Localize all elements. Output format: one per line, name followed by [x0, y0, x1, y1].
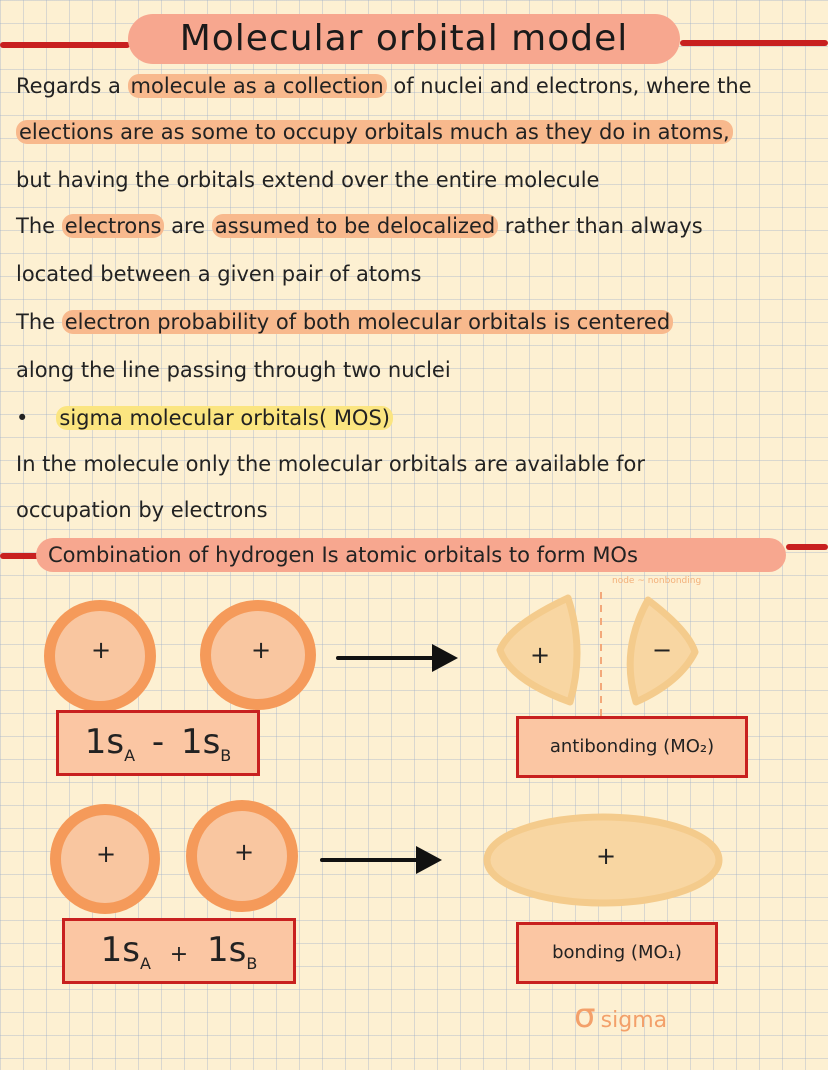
para2-line2: located between a given pair of atoms: [16, 262, 422, 286]
subtitle-rule-right: [786, 544, 828, 550]
arrow-row2: [320, 842, 444, 878]
para1-line1-text-b: of nuclei and electrons, where the: [386, 74, 752, 98]
subtitle-rule-left: [0, 553, 40, 559]
para1-line3: but having the orbitals extend over the entire molecule: [16, 168, 600, 192]
para2-line1-text-c: rather than always: [498, 214, 703, 238]
label-1s: 1s: [84, 722, 125, 762]
plus-sign: +: [251, 636, 272, 664]
bonding-label: bonding (MO₁): [516, 922, 718, 984]
minus-operator: -: [151, 722, 165, 762]
subscript-a: A: [140, 953, 151, 973]
sigma-label: sigma: [600, 1008, 668, 1033]
sigma-icon: σ: [574, 996, 596, 1036]
subscript-b: B: [246, 953, 258, 973]
node-annotation: node ~ nonbonding: [612, 576, 702, 586]
plus-operator: +: [169, 942, 189, 967]
bullet-item: [16, 404, 393, 432]
para2-line1: [16, 212, 703, 240]
para4-line1: In the molecule only the molecular orbitals are available for: [16, 452, 645, 476]
label-1s: 1s: [180, 722, 221, 762]
para3-line1: [16, 308, 673, 336]
highlight-delocalized: assumed to be delocalized: [212, 214, 498, 238]
highlight-sigma-mos: sigma molecular orbitals( MOS): [56, 406, 393, 430]
label-1s: 1s: [207, 930, 247, 970]
arrow-row1: [336, 640, 460, 676]
antibonding-label: antibonding (MO₂): [516, 716, 748, 778]
para2-line1-text-b: are: [164, 214, 212, 238]
bullet-dot: •: [16, 406, 29, 430]
label-1sa-plus-1sb: [62, 918, 296, 984]
para3-line1-text-a: The: [16, 310, 62, 334]
title-rule-right: [680, 40, 828, 46]
para1-line1: [16, 72, 752, 100]
plus-sign: +: [530, 641, 551, 669]
antibonding-lobes: [490, 590, 720, 720]
para1-line1-text-a: Regards a: [16, 74, 128, 98]
plus-sign: +: [91, 636, 112, 664]
subscript-a: A: [124, 745, 136, 765]
plus-sign: +: [234, 838, 255, 866]
plus-sign: +: [596, 842, 617, 870]
highlight-electron-probability: electron probability of both molecular orbitals is centered: [62, 310, 673, 334]
section-subtitle: Combination of hydrogen Is atomic orbitals to form MOs: [36, 538, 786, 572]
sigma-note: [574, 996, 667, 1036]
title-rule-left: [0, 42, 130, 48]
page-title: Molecular orbital model: [128, 14, 680, 64]
highlight-molecule-collection: molecule as a collection: [128, 74, 387, 98]
para2-line1-text-a: The: [16, 214, 62, 238]
highlight-occupy-orbitals: elections are as some to occupy orbitals much as they do in atoms,: [16, 120, 733, 144]
para1-line2: [16, 118, 733, 146]
subscript-b: B: [220, 745, 232, 765]
para4-line2: occupation by electrons: [16, 498, 268, 522]
label-1sa-minus-1sb: [56, 710, 260, 776]
minus-sign: −: [652, 636, 673, 664]
label-1s: 1s: [100, 930, 140, 970]
highlight-electrons: electrons: [62, 214, 165, 238]
plus-sign: +: [96, 840, 117, 868]
para3-line2: along the line passing through two nuclei: [16, 358, 451, 382]
